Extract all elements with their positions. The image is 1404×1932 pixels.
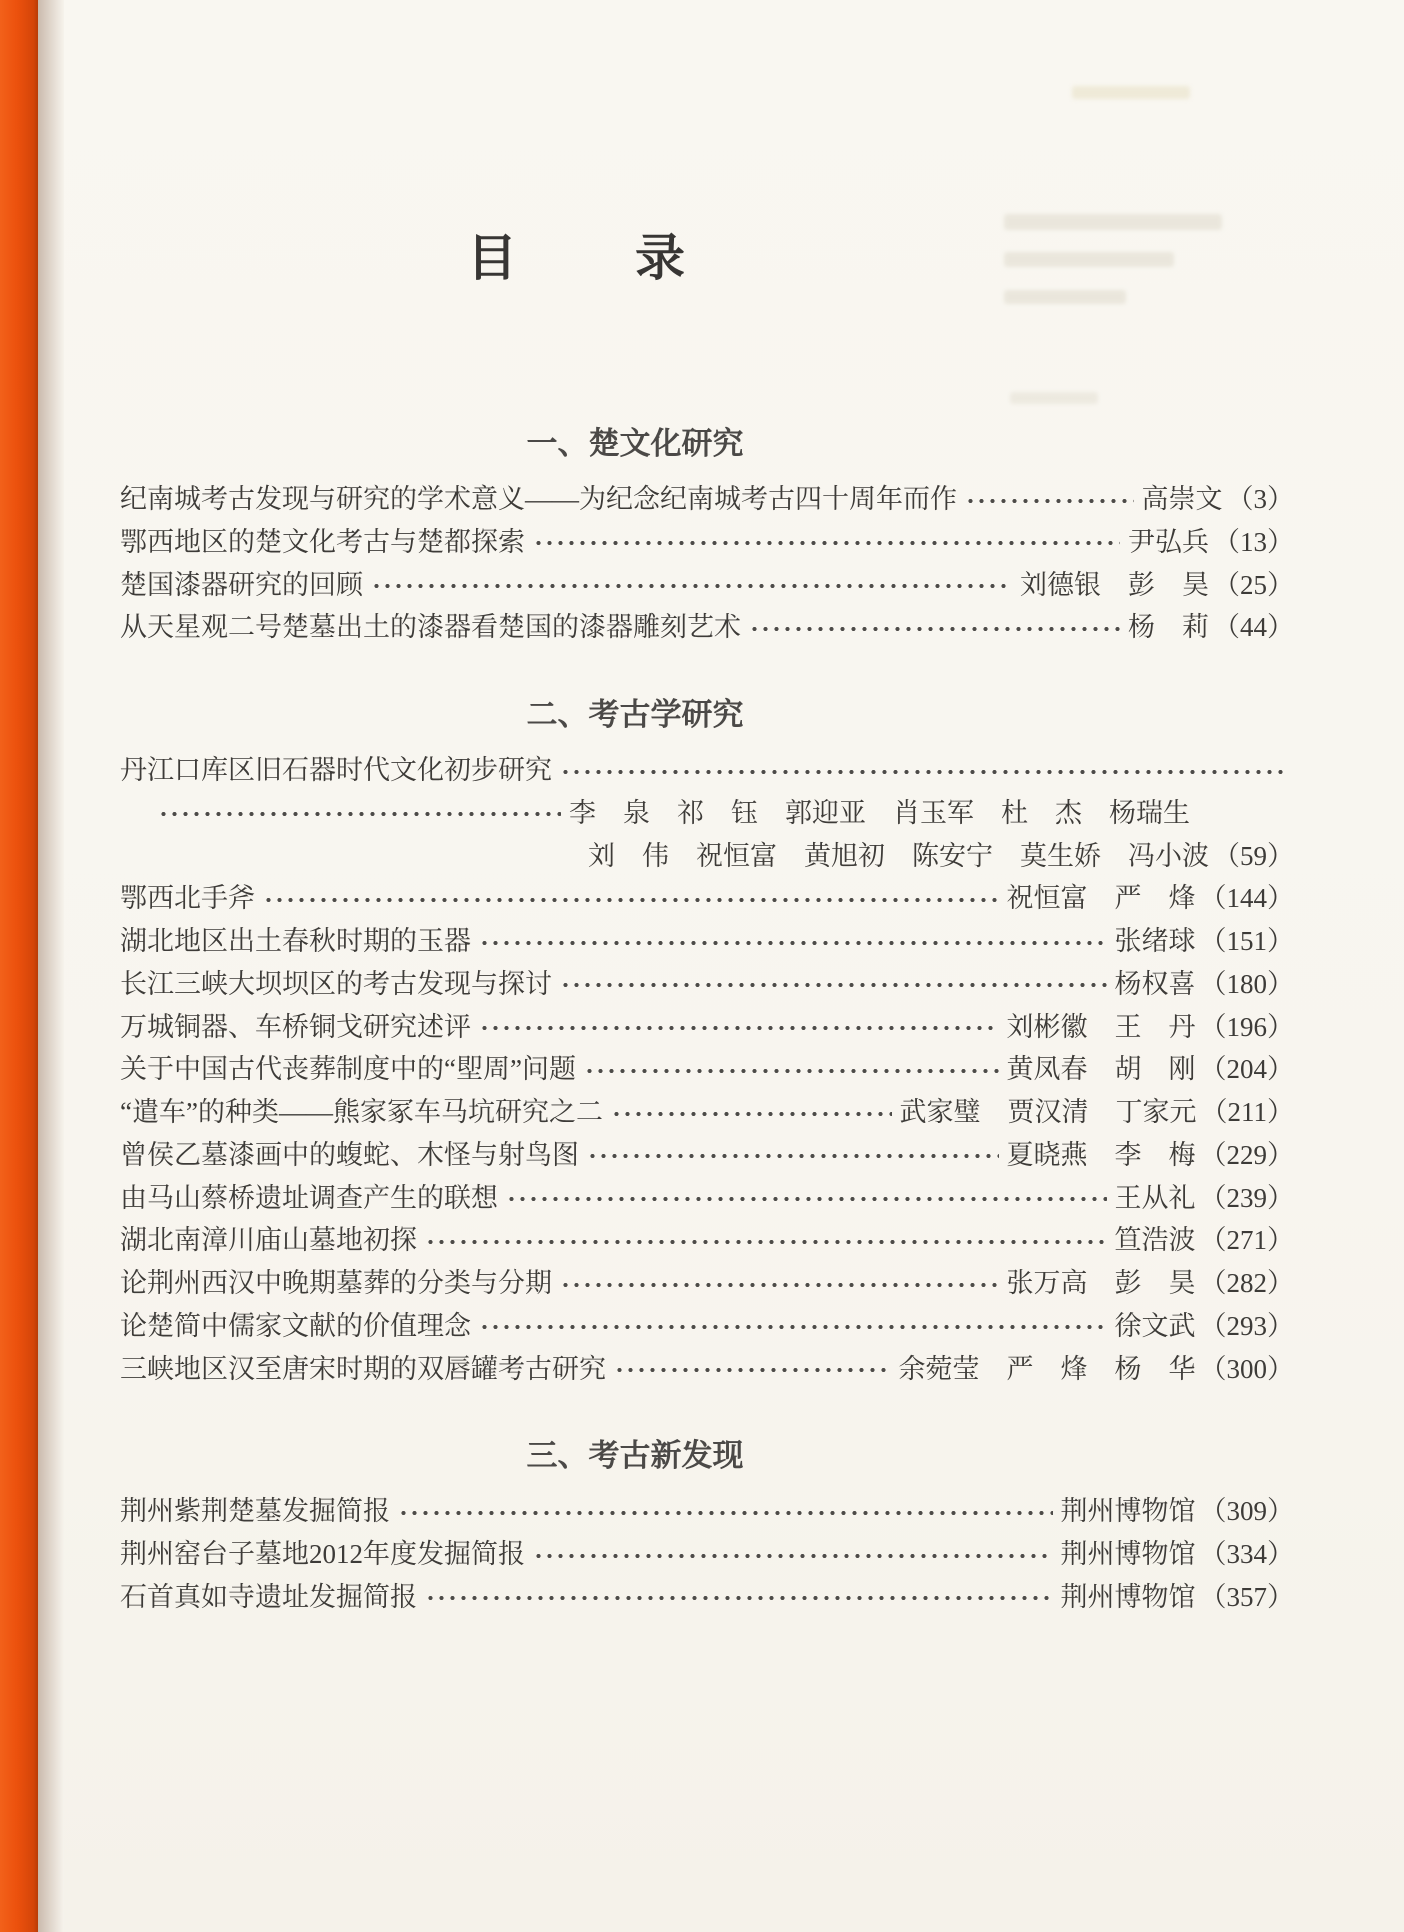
toc-entry	[120, 1267, 1294, 1301]
entry-title: 纪南城考古发现与研究的学术意义——为纪念纪南城考古四十周年而作	[120, 484, 957, 514]
entry-title: 论荆州西汉中晚期墓葬的分类与分期	[120, 1268, 552, 1298]
entry-title: 关于中国古代丧葬制度中的“堲周”问题	[120, 1054, 576, 1085]
toc-entry	[120, 754, 1294, 788]
entry-page: （293）	[1199, 1310, 1294, 1341]
entry-title: 鄂西地区的楚文化考古与楚都探索	[120, 526, 525, 557]
entry-authors: 荆州博物馆	[1060, 1496, 1196, 1527]
toc-entry	[120, 968, 1294, 1002]
entry-title: 长江三峡大坝坝区的考古发现与探讨	[120, 968, 552, 999]
entry-authors: 张绪球	[1114, 926, 1196, 956]
entry-title: 鄂西北手斧	[120, 883, 255, 914]
dot-leader	[156, 804, 561, 824]
toc-entry	[120, 882, 1294, 916]
dot-leader	[423, 1588, 1053, 1608]
entry-title: 万城铜器、车桥铜戈研究述评	[120, 1011, 471, 1042]
entry-page: （13）	[1213, 526, 1294, 557]
dot-leader	[531, 533, 1120, 553]
entry-title: 由马山蔡桥遗址调查产生的联想	[120, 1182, 498, 1213]
entry-title: 荆州窑台子墓地2012年度发掘简报	[120, 1539, 525, 1569]
entry-authors: 张万高 彭 昊	[1006, 1268, 1196, 1298]
toc-entry	[120, 1538, 1294, 1572]
entry-authors: 高崇文	[1141, 484, 1223, 514]
entry-title: 丹江口库区旧石器时代文化初步研究	[120, 755, 552, 785]
entry-page: （25）	[1213, 569, 1294, 600]
entry-title: “遣车”的种类——熊家冢车马坑研究之二	[120, 1097, 603, 1127]
dot-leader	[477, 1017, 999, 1037]
toc-content	[120, 0, 1294, 1624]
entry-page: （282）	[1199, 1268, 1294, 1298]
dot-leader	[582, 1060, 999, 1080]
entry-authors: 余菀莹 严 烽 杨 华	[898, 1353, 1196, 1384]
entry-page: （334）	[1199, 1539, 1294, 1569]
entry-authors: 杨权喜	[1114, 968, 1196, 999]
entry-page: （196）	[1199, 1011, 1294, 1042]
dot-leader	[396, 1502, 1053, 1522]
entry-authors: 杨 莉	[1128, 612, 1209, 643]
toc-entry	[120, 611, 1294, 645]
entry-authors: 荆州博物馆	[1060, 1581, 1196, 1612]
entry-title: 楚国漆器研究的回顾	[120, 569, 363, 600]
toc-entry	[120, 1495, 1294, 1529]
entry-page: （3）	[1226, 484, 1294, 514]
entry-authors: 祝恒富 严 烽	[1006, 883, 1196, 914]
toc-list	[120, 418, 1294, 1615]
entry-title: 湖北地区出土春秋时期的玉器	[120, 926, 471, 956]
section-heading: 一、楚文化研究	[526, 426, 744, 461]
entry-title: 从天星观二号楚墓出土的漆器看楚国的漆器雕刻艺术	[120, 612, 741, 643]
scanned-page	[64, 0, 1404, 1932]
entry-authors: 夏晓燕 李 梅	[1006, 1139, 1196, 1170]
dot-leader	[612, 1359, 891, 1379]
dot-leader	[558, 761, 1286, 781]
entry-authors: 刘德银 彭 昊	[1020, 569, 1209, 600]
toc-entry	[120, 1182, 1294, 1216]
entry-title: 荆州紫荆楚墓发掘简报	[120, 1496, 390, 1527]
entry-page: （271）	[1199, 1225, 1294, 1256]
dot-leader	[963, 490, 1134, 510]
entry-authors: 李 泉 祁 钰 郭迎亚 肖玉军 杜 杰 杨瑞生	[569, 797, 1190, 828]
entry-authors: 刘 伟 祝恒富 黄旭初 陈安宁 莫生娇 冯小波	[588, 840, 1209, 871]
entry-page: （239）	[1199, 1182, 1294, 1213]
entry-authors: 笪浩波	[1114, 1225, 1196, 1256]
entry-authors: 武家璧 贾汉清 丁家元	[899, 1097, 1197, 1127]
entry-page: （44）	[1213, 612, 1294, 643]
entry-title: 论楚简中儒家文献的价值理念	[120, 1310, 471, 1341]
entry-authors: 王从礼	[1114, 1182, 1196, 1213]
toc-entry	[120, 1053, 1294, 1087]
toc-entry-continuation	[120, 797, 1294, 831]
toc-entry	[120, 1096, 1294, 1130]
entry-page: （309）	[1199, 1496, 1294, 1527]
toc-entry	[120, 1310, 1294, 1344]
entry-page: （180）	[1199, 968, 1294, 999]
dot-leader	[477, 932, 1107, 952]
entry-page: （151）	[1199, 926, 1294, 956]
entry-authors: 徐文武	[1114, 1310, 1196, 1341]
toc-entry	[120, 526, 1294, 560]
entry-page: （59）	[1213, 840, 1294, 871]
entry-authors: 尹弘兵	[1128, 526, 1209, 557]
toc-entry	[120, 1353, 1294, 1387]
entry-title: 三峡地区汉至唐宋时期的双唇罐考古研究	[120, 1353, 606, 1384]
dot-leader	[609, 1103, 892, 1123]
dot-leader	[369, 575, 1012, 595]
dot-leader	[477, 1317, 1107, 1337]
section-heading: 三、考古新发现	[526, 1438, 744, 1474]
entry-authors: 荆州博物馆	[1060, 1539, 1196, 1569]
entry-page: （144）	[1199, 883, 1294, 914]
entry-page: （211）	[1200, 1097, 1294, 1127]
section-heading: 二、考古学研究	[526, 697, 744, 732]
toc-entry-continuation	[120, 840, 1294, 874]
toc-entry	[120, 569, 1294, 603]
entry-title: 曾侯乙墓漆画中的蝮蛇、木怪与射鸟图	[120, 1139, 579, 1170]
entry-page: （357）	[1199, 1581, 1294, 1612]
entry-authors: 刘彬徽 王 丹	[1006, 1011, 1196, 1042]
dot-leader	[747, 618, 1120, 638]
entry-page: （204）	[1199, 1054, 1294, 1085]
toc-entry	[120, 925, 1294, 959]
entry-title: 湖北南漳川庙山墓地初探	[120, 1225, 417, 1256]
entry-page: （229）	[1199, 1139, 1294, 1170]
dot-leader	[261, 889, 999, 909]
toc-entry	[120, 1581, 1294, 1615]
toc-entry	[120, 483, 1294, 517]
page-title: 目 录	[467, 230, 691, 286]
dot-leader	[423, 1231, 1107, 1251]
dot-leader	[585, 1146, 999, 1166]
toc-entry	[120, 1011, 1294, 1045]
entry-authors: 黄凤春 胡 刚	[1006, 1054, 1196, 1085]
dot-leader	[558, 975, 1107, 995]
entry-title: 石首真如寺遗址发掘简报	[120, 1581, 417, 1612]
dot-leader	[504, 1188, 1107, 1208]
entry-page: （300）	[1199, 1353, 1294, 1384]
toc-entry	[120, 1224, 1294, 1258]
toc-entry	[120, 1139, 1294, 1173]
dot-leader	[531, 1545, 1053, 1565]
dot-leader	[558, 1274, 999, 1294]
